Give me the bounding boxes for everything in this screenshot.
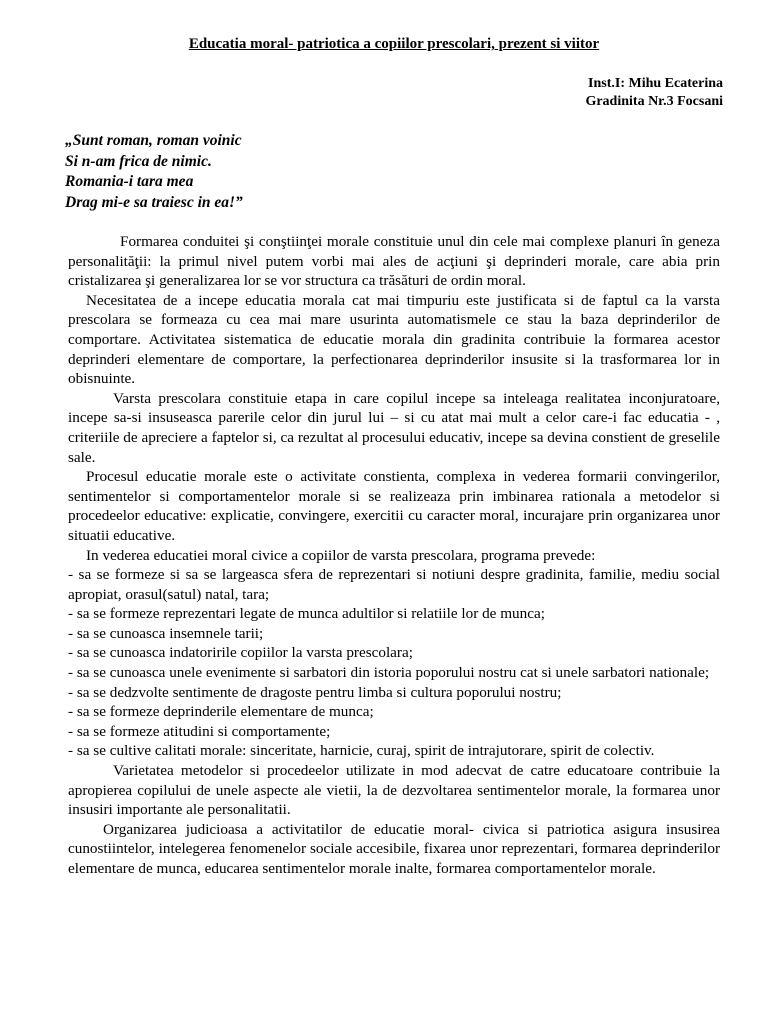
poem-line: Drag mi-e sa traiesc in ea!” — [65, 193, 243, 211]
list-item: - sa se dedzvolte sentimente de dragoste pentru limba si cultura poporului nostru; — [68, 683, 562, 701]
paragraph: Varietatea metodelor si procedeelor utilizate in mod adecvat de catre educatoare contribuie la apropierea copilului de unele aspecte ale vietii, la de dezvoltarea sentimentelor morale, la formarea unor insusiri importante ale personalitatii. — [68, 762, 720, 819]
author-name: Inst.I: Mihu Ecaterina — [588, 76, 723, 91]
document-title: Educatia moral- patriotica a copiilor prescolari, prezent si viitor — [188, 36, 600, 52]
author-block — [68, 75, 723, 111]
poem-line: „Sunt roman, roman voinic — [65, 132, 242, 149]
poem-line: Romania-i tara mea — [65, 173, 194, 190]
document-body — [68, 232, 720, 879]
author-institution: Gradinita Nr.3 Focsani — [585, 94, 723, 109]
list-item: - sa se formeze deprinderile elementare de munca; — [68, 703, 374, 721]
poem-quote — [65, 131, 720, 213]
paragraph: Procesul educatie morale este o activitate constienta, complexa in vederea formarii convingerilor, sentimentelor si comportamentelor morale si se realizeaza prin imbinarea rationala a metodelor si procedeelor educative: explicatie, convingere, exercitii cu caracter moral, incurajare prin organizarea unor situatii educative. — [68, 468, 720, 544]
paragraph: Necesitatea de a incepe educatia morala cat mai timpuriu este justificata si de faptul ca la varsta prescolara se formeaza cu cea mai mare usurinta automatismele ce stau la baza deprinderilor de comportare. Activitatea sistematica de educatie morala din gradinita contribuie la formarea acestor deprinderi elementare de comportare, la perfectionarea deprinderilor insusite si la trasformarea lor in obisnuinte. — [68, 291, 720, 388]
list-item: - sa se cunoasca indatoririle copiilor la varsta prescolara; — [68, 644, 413, 662]
list-item: - sa se formeze reprezentari legate de munca adultilor si relatiile lor de munca; — [68, 605, 545, 623]
list-item: - sa se cunoasca unele evenimente si sarbatori din istoria poporului nostru cat si unele sarbatori nationale; — [68, 664, 710, 682]
paragraph: Organizarea judicioasa a activitatilor de educatie moral- civica si patriotica asigura insusirea cunostiintelor, intelegerea fenomenelor sociale accesibile, fixarea unor reprezentari, formarea deprinderilor elementare de munca, educarea sentimentelor morale inalte, formarea comportamentelor morale. — [68, 820, 720, 877]
paragraph: Varsta prescolara constituie etapa in care copilul incepe sa inteleaga realitatea inconjuratoare, incepe sa-si insuseasca parerile celor din jurul lui – si cu atat mai mult a celor care-i fac educatia - , criteriile de apreciere a faptelor si, ca rezultat al procesului educativ, incepe sa devina constient de greselile sale. — [68, 389, 720, 466]
list-item: - sa se cultive calitati morale: sinceritate, harnicie, curaj, spirit de intrajutorare, spirit de colectiv. — [68, 742, 655, 760]
list-item: - sa se cunoasca insemnele tarii; — [68, 624, 264, 642]
paragraph: Formarea conduitei şi conştiinţei morale constituie unul din cele mai complexe planuri în geneza personalităţii: la primul nivel putem vorbi mai ales de acţiuni şi deprinderi morale, care abia prin cristalizarea şi generalizarea lor se vor structura ca trăsături de ordin moral. — [68, 233, 720, 290]
poem-line: Si n-am frica de nimic. — [65, 152, 212, 170]
list-item: - sa se formeze si sa se largeasca sfera de reprezentari si notiuni despre gradinita, familie, mediu social apropiat, orasul(satul) natal, tara; — [68, 566, 720, 603]
list-item: - sa se formeze atitudini si comportamente; — [68, 722, 331, 740]
paragraph: In vederea educatiei moral civice a copiilor de varsta prescolara, programa prevede: — [86, 546, 596, 564]
